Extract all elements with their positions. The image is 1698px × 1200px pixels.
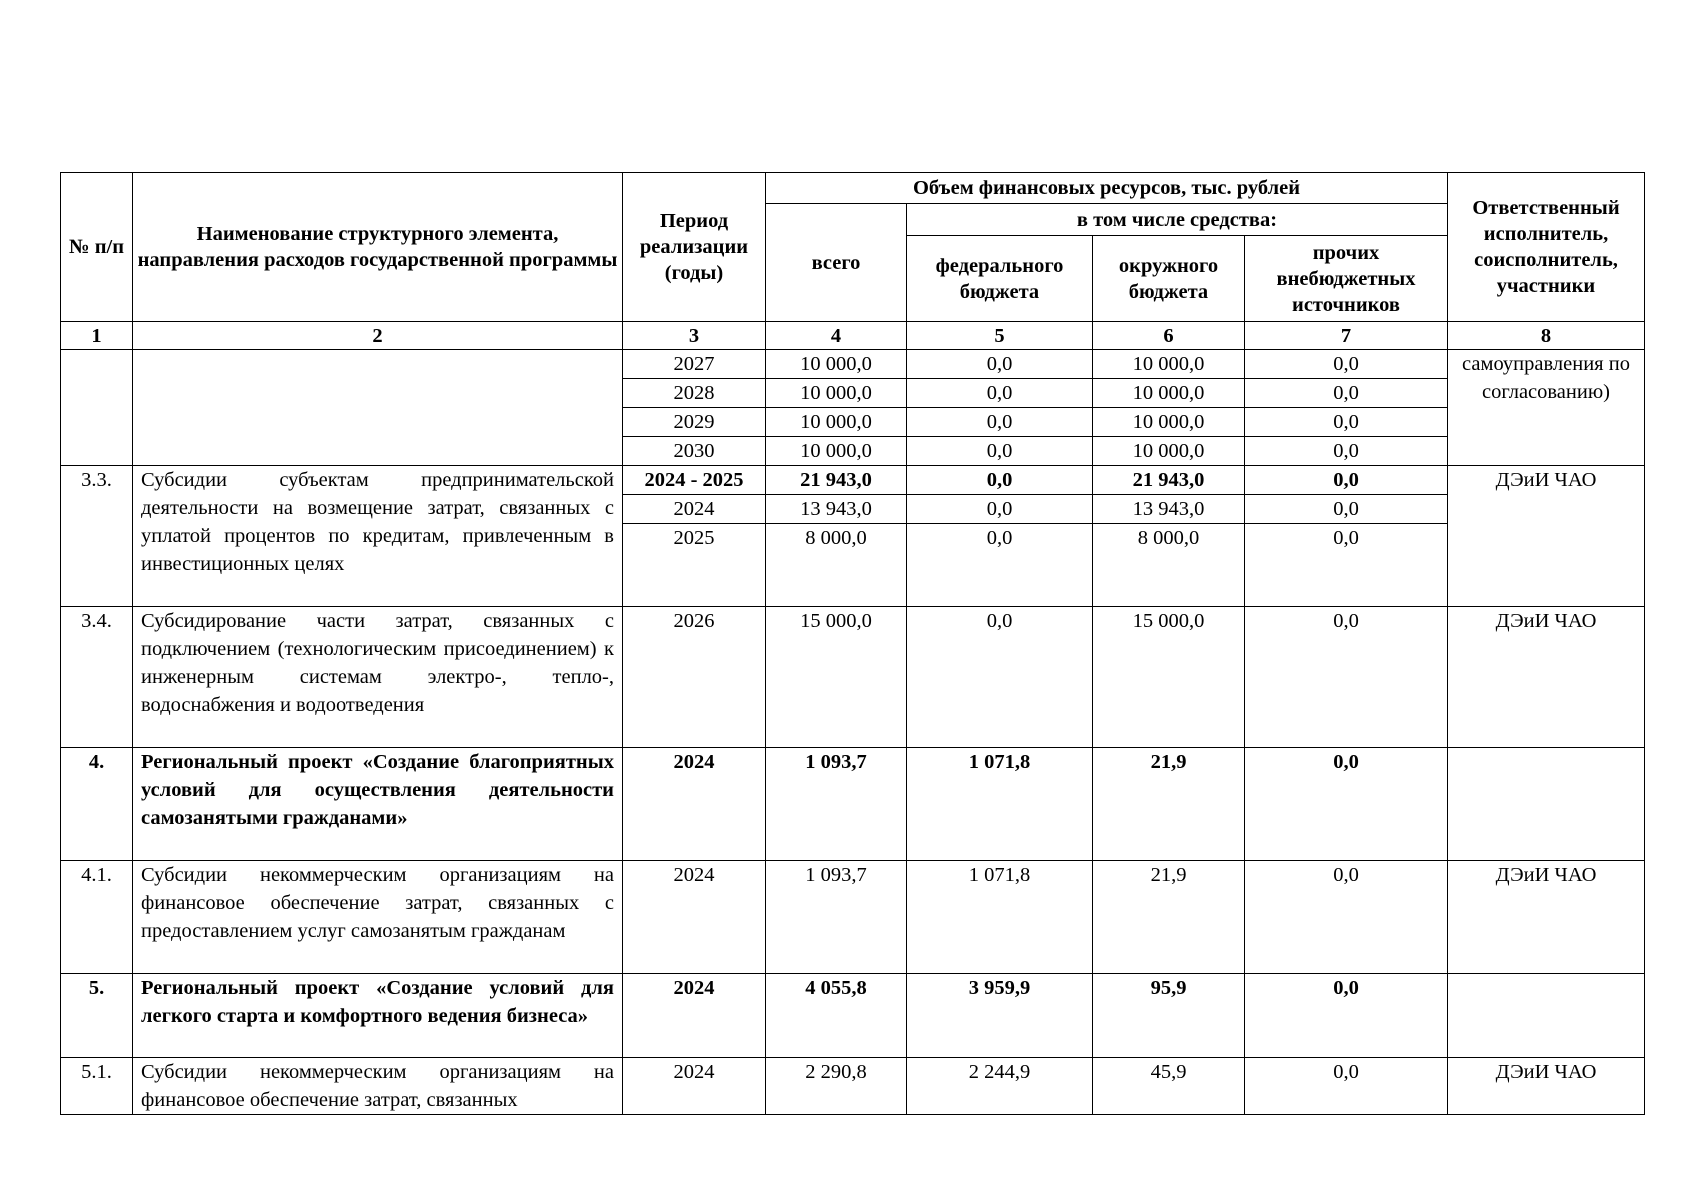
row-total: 10 000,0 bbox=[766, 437, 907, 466]
row-federal: 0,0 bbox=[907, 408, 1093, 437]
header-including: в том числе средства: bbox=[907, 204, 1448, 236]
row-num-empty bbox=[61, 350, 133, 466]
row-district: 10 000,0 bbox=[1093, 437, 1245, 466]
row-federal: 2 244,9 bbox=[907, 1058, 1093, 1115]
row-total: 15 000,0 bbox=[766, 607, 907, 748]
row-num: 3.3. bbox=[61, 466, 133, 607]
row-num: 4. bbox=[61, 748, 133, 861]
row-district: 8 000,0 bbox=[1093, 524, 1245, 607]
row-responsible: ДЭиИ ЧАО bbox=[1448, 607, 1645, 748]
row-other: 0,0 bbox=[1245, 379, 1448, 408]
row-federal: 0,0 bbox=[907, 437, 1093, 466]
header-federal: федерального бюджета bbox=[907, 236, 1093, 322]
row-other: 0,0 bbox=[1245, 974, 1448, 1058]
row-total: 10 000,0 bbox=[766, 408, 907, 437]
row-district: 15 000,0 bbox=[1093, 607, 1245, 748]
row-total: 10 000,0 bbox=[766, 350, 907, 379]
row-district: 21,9 bbox=[1093, 748, 1245, 861]
header-total: всего bbox=[766, 204, 907, 322]
row-responsible: ДЭиИ ЧАО bbox=[1448, 466, 1645, 607]
row-total: 21 943,0 bbox=[766, 466, 907, 495]
header-num: № п/п bbox=[61, 173, 133, 322]
row-district: 13 943,0 bbox=[1093, 495, 1245, 524]
row-name: Субсидирование части затрат, связанных с подключением (технологическим присоединением) к инженерным системам электро-, тепло-, водоснабжения и водоотведения bbox=[133, 607, 623, 748]
table-row bbox=[61, 861, 1645, 974]
row-other: 0,0 bbox=[1245, 495, 1448, 524]
row-other: 0,0 bbox=[1245, 861, 1448, 974]
table-row bbox=[61, 1058, 1645, 1115]
row-name: Региональный проект «Создание условий для легкого старта и комфортного ведения бизнеса» bbox=[133, 974, 623, 1058]
row-total: 4 055,8 bbox=[766, 974, 907, 1058]
row-federal: 3 959,9 bbox=[907, 974, 1093, 1058]
row-district: 21 943,0 bbox=[1093, 466, 1245, 495]
row-name: Субсидии некоммерческим организациям на финансовое обеспечение затрат, связанных с предоставлением услуг самозанятым гражданам bbox=[133, 861, 623, 974]
header-responsible: Ответственный исполнитель, соисполнитель, участники bbox=[1448, 173, 1645, 322]
row-district: 10 000,0 bbox=[1093, 350, 1245, 379]
col-number: 7 bbox=[1245, 322, 1448, 350]
row-district: 95,9 bbox=[1093, 974, 1245, 1058]
table-row bbox=[61, 607, 1645, 748]
row-federal: 1 071,8 bbox=[907, 861, 1093, 974]
col-number: 1 bbox=[61, 322, 133, 350]
table-row bbox=[61, 748, 1645, 861]
row-federal: 0,0 bbox=[907, 495, 1093, 524]
header-district: окружного бюджета bbox=[1093, 236, 1245, 322]
row-name: Субсидии некоммерческим организациям на финансовое обеспечение затрат, связанных bbox=[133, 1058, 623, 1115]
row-num: 5. bbox=[61, 974, 133, 1058]
col-number: 8 bbox=[1448, 322, 1645, 350]
row-district: 21,9 bbox=[1093, 861, 1245, 974]
row-federal: 0,0 bbox=[907, 607, 1093, 748]
row-other: 0,0 bbox=[1245, 408, 1448, 437]
row-name: Региональный проект «Создание благоприятных условий для осуществления деятельности самозанятыми гражданами» bbox=[133, 748, 623, 861]
row-other: 0,0 bbox=[1245, 524, 1448, 607]
row-other: 0,0 bbox=[1245, 607, 1448, 748]
header-period: Период реализации (годы) bbox=[623, 173, 766, 322]
row-year: 2024 bbox=[623, 495, 766, 524]
row-total: 10 000,0 bbox=[766, 379, 907, 408]
row-responsible: ДЭиИ ЧАО bbox=[1448, 861, 1645, 974]
row-year: 2024 bbox=[623, 861, 766, 974]
row-other: 0,0 bbox=[1245, 1058, 1448, 1115]
row-total: 2 290,8 bbox=[766, 1058, 907, 1115]
row-year: 2024 bbox=[623, 748, 766, 861]
row-district: 10 000,0 bbox=[1093, 408, 1245, 437]
header-volume: Объем финансовых ресурсов, тыс. рублей bbox=[766, 173, 1448, 204]
row-num: 4.1. bbox=[61, 861, 133, 974]
row-total: 1 093,7 bbox=[766, 861, 907, 974]
financing-table bbox=[60, 172, 1645, 1115]
row-federal: 0,0 bbox=[907, 350, 1093, 379]
row-year: 2025 bbox=[623, 524, 766, 607]
col-number: 3 bbox=[623, 322, 766, 350]
row-year: 2027 bbox=[623, 350, 766, 379]
row-district: 10 000,0 bbox=[1093, 379, 1245, 408]
row-district: 45,9 bbox=[1093, 1058, 1245, 1115]
table-row bbox=[61, 974, 1645, 1058]
col-number: 2 bbox=[133, 322, 623, 350]
row-other: 0,0 bbox=[1245, 748, 1448, 861]
row-federal: 0,0 bbox=[907, 524, 1093, 607]
row-num: 5.1. bbox=[61, 1058, 133, 1115]
col-number: 5 bbox=[907, 322, 1093, 350]
row-other: 0,0 bbox=[1245, 350, 1448, 379]
row-responsible bbox=[1448, 974, 1645, 1058]
row-responsible bbox=[1448, 748, 1645, 861]
row-name-empty bbox=[133, 350, 623, 466]
row-name: Субсидии субъектам предпринимательской деятельности на возмещение затрат, связанных с уплатой процентов по кредитам, привлеченным в инвестиционных целях bbox=[133, 466, 623, 607]
col-number: 6 bbox=[1093, 322, 1245, 350]
row-year: 2024 - 2025 bbox=[623, 466, 766, 495]
row-year: 2026 bbox=[623, 607, 766, 748]
row-year: 2030 bbox=[623, 437, 766, 466]
column-numbers-row bbox=[61, 322, 1645, 350]
row-federal: 1 071,8 bbox=[907, 748, 1093, 861]
row-year: 2029 bbox=[623, 408, 766, 437]
row-federal: 0,0 bbox=[907, 379, 1093, 408]
row-year: 2024 bbox=[623, 1058, 766, 1115]
table-row bbox=[61, 350, 1645, 379]
row-total: 8 000,0 bbox=[766, 524, 907, 607]
row-year: 2024 bbox=[623, 974, 766, 1058]
row-responsible: ДЭиИ ЧАО bbox=[1448, 1058, 1645, 1115]
header-other: прочих внебюджетных источников bbox=[1245, 236, 1448, 322]
table-row bbox=[61, 466, 1645, 495]
row-num: 3.4. bbox=[61, 607, 133, 748]
row-total: 1 093,7 bbox=[766, 748, 907, 861]
row-federal: 0,0 bbox=[907, 466, 1093, 495]
row-responsible: самоуправления по согласованию) bbox=[1448, 350, 1645, 466]
col-number: 4 bbox=[766, 322, 907, 350]
row-total: 13 943,0 bbox=[766, 495, 907, 524]
header-name: Наименование структурного элемента, направления расходов государственной программы bbox=[133, 173, 623, 322]
row-other: 0,0 bbox=[1245, 437, 1448, 466]
row-other: 0,0 bbox=[1245, 466, 1448, 495]
row-year: 2028 bbox=[623, 379, 766, 408]
